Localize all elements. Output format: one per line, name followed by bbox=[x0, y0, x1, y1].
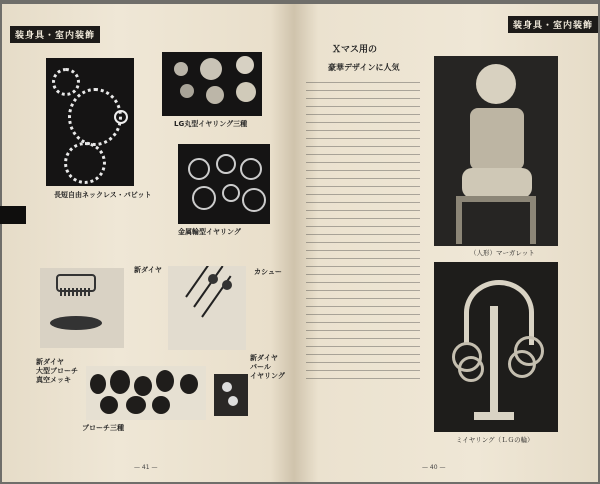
pearl-caption: 長短自由ネックレス・パビット bbox=[54, 191, 152, 199]
right-page-number: — 40 — bbox=[422, 464, 446, 471]
article-title-main: 豪華デザインに人気 bbox=[328, 63, 400, 72]
brooch-a-caption: 新ダイヤ 大型ブローチ 真空メッキ bbox=[36, 358, 78, 384]
pearl-necklace-photo bbox=[46, 58, 134, 186]
section-tag-right: 装身具・室内装飾 bbox=[508, 16, 598, 33]
left-page bbox=[2, 4, 294, 482]
earring-stand-photo bbox=[434, 262, 558, 432]
pearl-earring-caption: 新ダイヤ パール イヤリング bbox=[250, 354, 285, 380]
pearl-earring-photo bbox=[214, 374, 248, 416]
lg-earring-caption: LG丸型イヤリング三種 bbox=[174, 120, 248, 128]
lg-earrings-photo bbox=[162, 52, 262, 116]
doll-caption: （人形）マーガレット bbox=[470, 249, 535, 257]
hairpin-photo bbox=[168, 266, 246, 350]
earring-caption: ミイヤリング（ＬＧの輪） bbox=[456, 436, 534, 444]
doll-photo bbox=[434, 56, 558, 246]
article-body bbox=[306, 82, 420, 382]
brooch-b-caption: ブローチ三種 bbox=[82, 424, 124, 432]
left-page-number: — 41 — bbox=[134, 464, 158, 471]
section-tag: 装身具・室内装飾 bbox=[10, 26, 100, 43]
new-design-caption: 新ダイヤ bbox=[134, 266, 162, 274]
page-tab-marker bbox=[0, 206, 26, 224]
brooch-photo bbox=[86, 366, 206, 420]
right-page bbox=[294, 4, 598, 482]
cashu-caption: カシュー bbox=[254, 268, 282, 276]
article-title-prefix: Ｘマス用の bbox=[332, 45, 378, 55]
comb-photo bbox=[40, 268, 124, 348]
metal-earring-caption: 金属輪型イヤリング bbox=[178, 228, 241, 236]
metal-earrings-photo bbox=[178, 144, 270, 224]
